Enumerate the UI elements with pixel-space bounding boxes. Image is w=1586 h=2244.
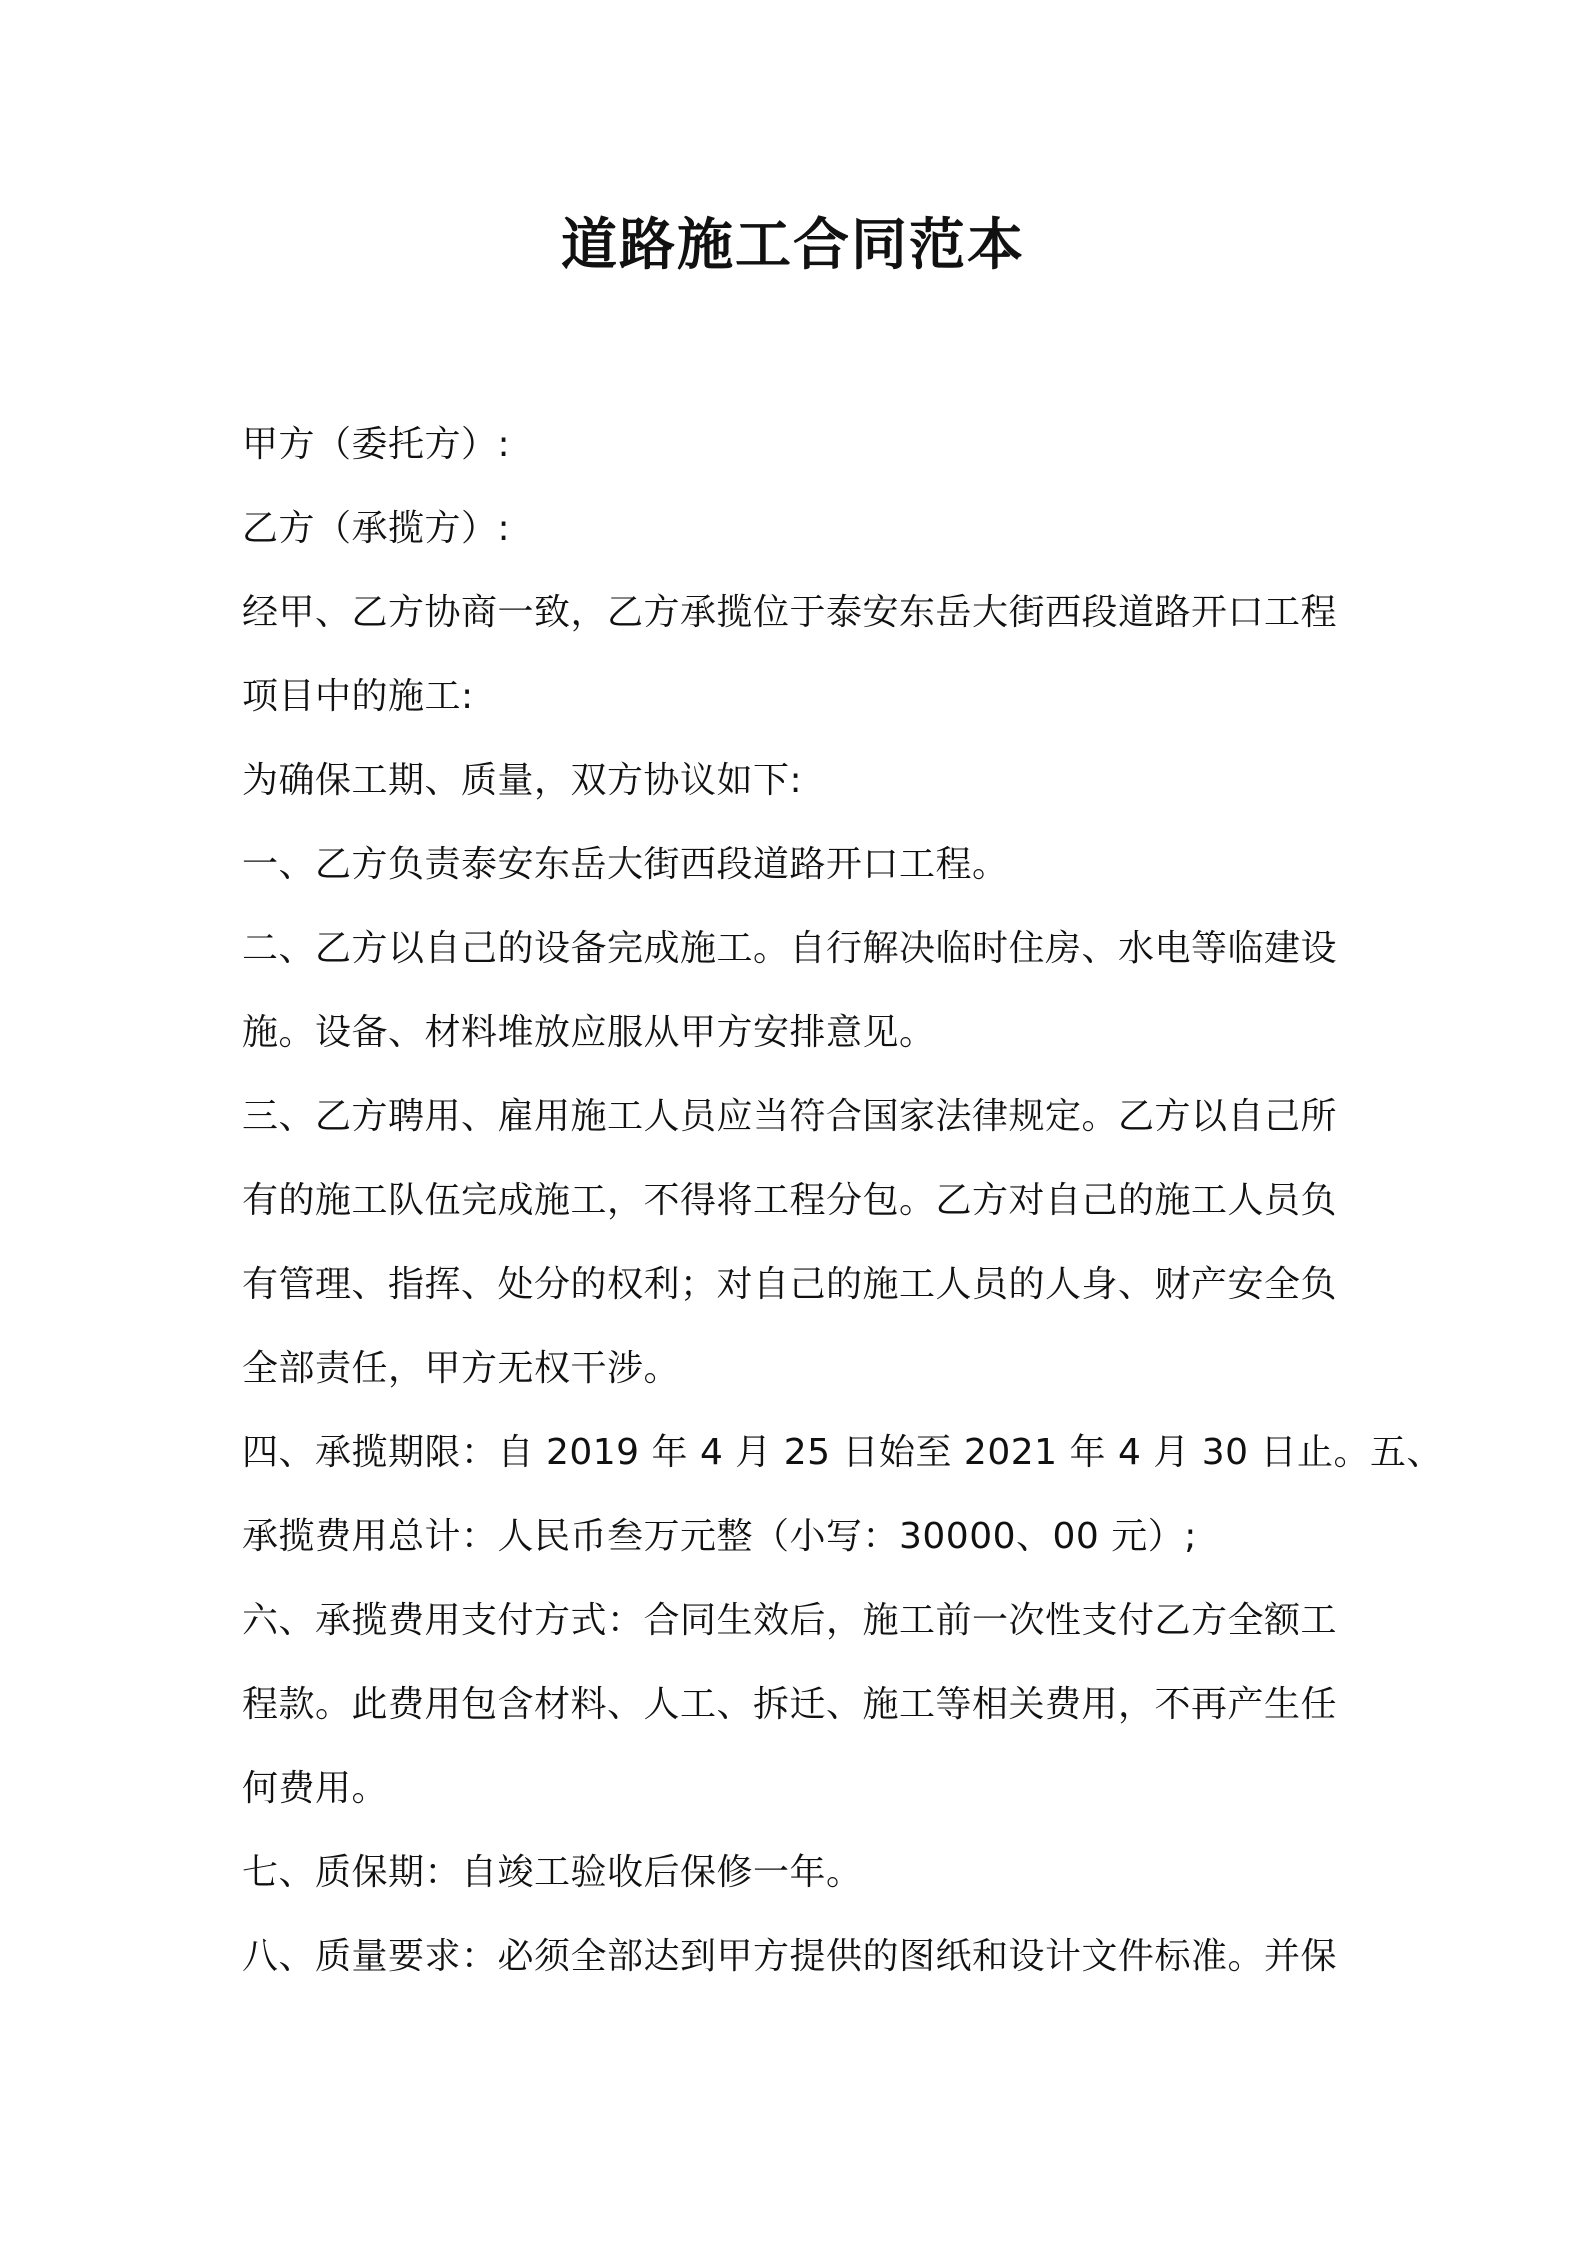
party-a-line: 甲方（委托方）: [242, 424, 511, 465]
clause-2-line-1: 二、乙方以自己的设备完成施工。自行解决临时住房、水电等临建设 [242, 928, 1338, 969]
clause-3-line-1: 三、乙方聘用、雇用施工人员应当符合国家法律规定。乙方以自己所 [242, 1096, 1338, 1137]
clause-6-line-3: 何费用。 [242, 1768, 389, 1809]
party-b-line: 乙方（承揽方）: [242, 508, 511, 549]
clause-7-line: 七、质保期：自竣工验收后保修一年。 [242, 1852, 863, 1893]
clause-8-line: 八、质量要求：必须全部达到甲方提供的图纸和设计文件标准。并保 [242, 1936, 1338, 1977]
clause-3-line-3: 有管理、指挥、处分的权利；对自己的施工人员的人身、财产安全负 [242, 1264, 1338, 1305]
document-title: 道路施工合同范本 [561, 213, 1025, 278]
clause-2-line-2: 施。设备、材料堆放应服从甲方安排意见。 [242, 1012, 936, 1053]
clause-5-line: 承揽费用总计：人民币叁万元整（小写：30000、00 元）; [242, 1516, 1197, 1557]
clause-3-line-2: 有的施工队伍完成施工，不得将工程分包。乙方对自己的施工人员负 [242, 1180, 1338, 1221]
clause-3-line-4: 全部责任，甲方无权干涉。 [242, 1348, 681, 1389]
agreement-intro-line: 为确保工期、质量，双方协议如下: [242, 760, 803, 801]
intro-line-2: 项目中的施工: [242, 676, 474, 717]
contract-body [242, 403, 1443, 1999]
clause-6-line-1: 六、承揽费用支付方式：合同生效后，施工前一次性支付乙方全额工 [242, 1600, 1338, 1641]
intro-line-1: 经甲、乙方协商一致，乙方承揽位于泰安东岳大街西段道路开口工程 [242, 592, 1338, 633]
clause-6-line-2: 程款。此费用包含材料、人工、拆迁、施工等相关费用，不再产生任 [242, 1684, 1338, 1725]
clause-1-line: 一、乙方负责泰安东岳大街西段道路开口工程。 [242, 844, 1009, 885]
clause-4-line: 四、承揽期限：自 2019 年 4 月 25 日始至 2021 年 4 月 30 日止。五、 [242, 1432, 1443, 1473]
